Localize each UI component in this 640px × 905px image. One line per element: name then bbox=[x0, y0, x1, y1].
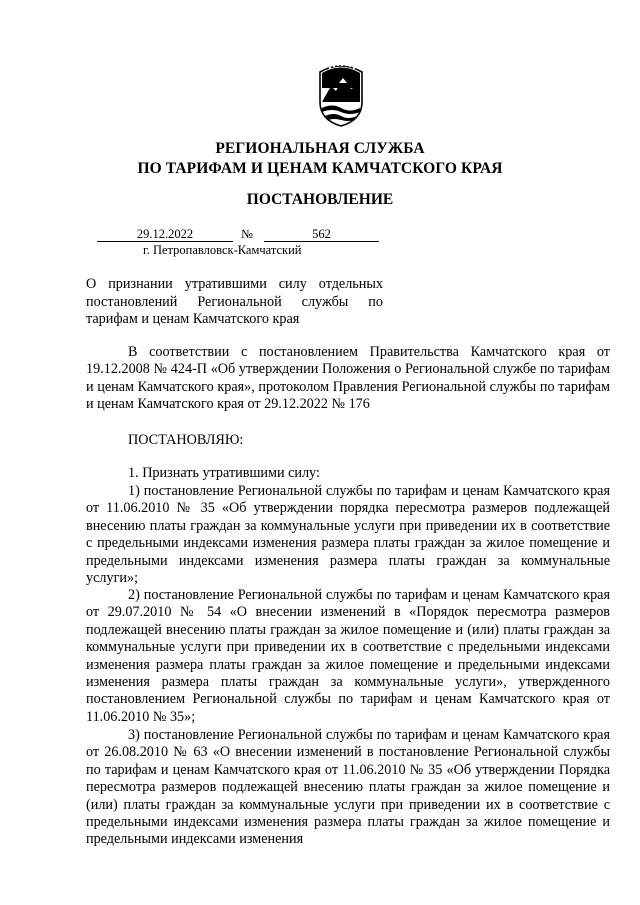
document-number: 562 bbox=[264, 227, 379, 242]
resolve-heading: ПОСТАНОВЛЯЮ: bbox=[128, 432, 244, 448]
org-name-line2: ПО ТАРИФАМ И ЦЕНАМ КАМЧАТСКОГО КРАЯ bbox=[137, 160, 503, 177]
item-1: 1. Признать утратившими силу: bbox=[128, 465, 320, 481]
item-1-subitem-3: 3) постановление Региональной службы по тарифам и ценам Камчатского края от 26.08.2010 № 63 «О внесении изменений в постановление Региональной службы по тарифам и ценам Камчатского края от 11.06.2010 № 35 «Об утверждении Порядка пересмотра размеров подлежащей внесению платы граждан за жилое помещение и (или) платы граждан за коммунальные услуги при приведении их в соответствие с предельными индексами изменения размера платы граждан за жилое помещение и предельными индексами изменения bbox=[86, 727, 610, 848]
coat-of-arms-icon bbox=[316, 58, 366, 128]
document-date: 29.12.2022 bbox=[97, 227, 233, 242]
org-name-line1: РЕГИОНАЛЬНАЯ СЛУЖБА bbox=[215, 140, 425, 157]
document-subject: О признании утратившими силу отдельных постановлений Региональной службы по тарифам и ценам Камчатского края bbox=[86, 276, 383, 327]
city-name: г. Петропавловск-Камчатский bbox=[143, 243, 302, 257]
preamble-paragraph: В соответствии с постановлением Правительства Камчатского края от 19.12.2008 № 424-П «Об утверждении Положения о Региональной службе по тарифам и ценам Камчатского края», протоколом Правления Региональной службы по тарифам и ценам Камчатского края от 29.12.2022 № 176 bbox=[86, 344, 610, 413]
item-1-subitem-2: 2) постановление Региональной службы по тарифам и ценам Камчатского края от 29.07.2010 № 54 «О внесении изменений в «Порядок пересмотра размеров подлежащей внесению платы граждан за жилое помещение и (или) платы граждан за коммунальные услуги при приведении их в соответствие с предельными индексами изменения размера платы граждан за жилое помещение и предельными индексами изменения размера платы граждан за коммунальные услуги», утвержденного постановлением Региональной службы по тарифам и ценам Камчатского края от 11.06.2010 № 35»; bbox=[86, 587, 610, 725]
number-sign: № bbox=[241, 227, 253, 241]
document-type: ПОСТАНОВЛЕНИЕ bbox=[246, 191, 394, 208]
item-1-subitem-1: 1) постановление Региональной службы по тарифам и ценам Камчатского края от 11.06.2010 № 35 «Об утверждении порядка пересмотра размеров подлежащей внесению платы граждан за коммунальные услуги при приведении их в соответствие с предельными индексами изменения размера платы граждан за жилое помещение и предельными индексами изменения размера платы граждан за коммунальные услуги»; bbox=[86, 483, 610, 587]
